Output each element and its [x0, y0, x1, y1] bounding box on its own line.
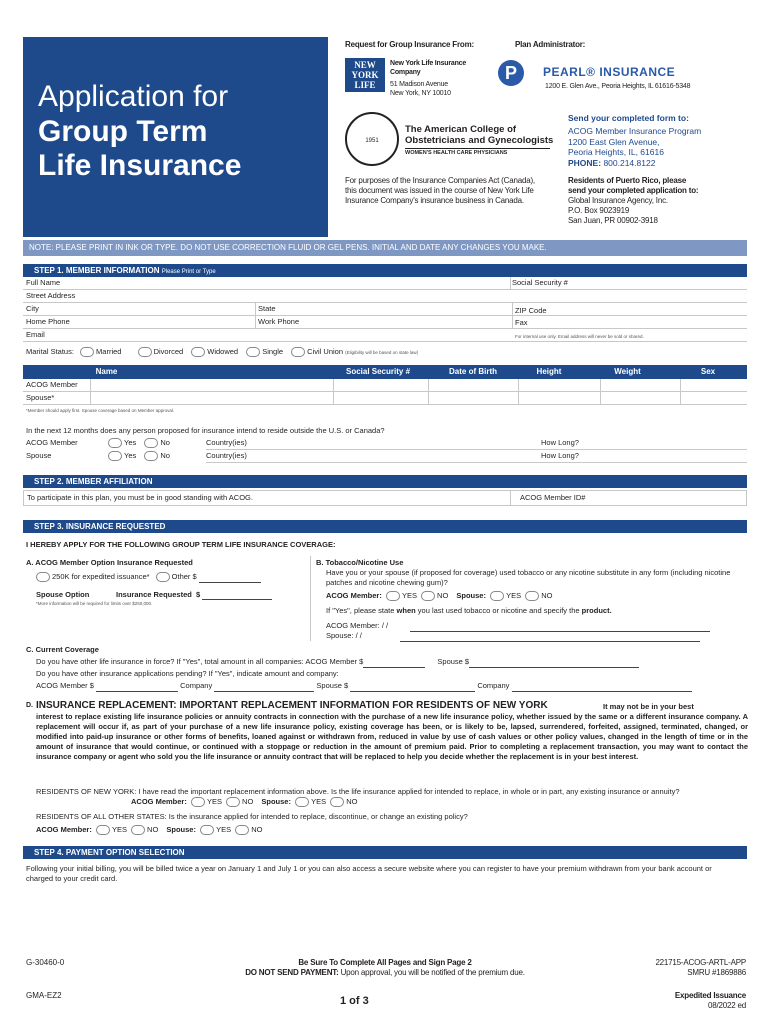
grid-row-spouse[interactable]: Spouse* [23, 392, 747, 405]
marital-single-radio[interactable] [246, 347, 260, 357]
option-d-label: D. [26, 702, 33, 709]
grid-col-sex: Sex [700, 367, 716, 376]
step1-header: STEP 1. MEMBER INFORMATION Please Print or Type [23, 264, 747, 277]
city-field[interactable]: City [23, 303, 747, 316]
acog-member-id-field[interactable]: ACOG Member ID# [520, 493, 586, 502]
outside-us-question: In the next 12 months does any person proposed for insurance intend to reside outside the U.S. or Canada? [26, 426, 385, 435]
pending-applications: ACOG Member $ Company Spouse $ Company [36, 681, 692, 692]
pearl-logo-icon: P [498, 60, 524, 86]
puerto-rico-notice: Residents of Puerto Rico, please send your completed application to: Global Insurance Agency, Inc. P.O. Box 9023919 San Juan, PR 00902-3918 [568, 176, 699, 225]
pearl-address: 1200 E. Glen Ave., Peoria Heights, IL 61616-5348 [545, 83, 691, 90]
grid-col-height: Height [536, 367, 562, 376]
hero-title-line-3: Life Insurance [38, 149, 242, 182]
replacement-body: interest to replace existing life insurance policies or annuity contracts in connection with the purchase of a new life insurance policy, whether issued by the same or a different insurance company. A replacement will occur if, as part of your purchase of a new life insurance policy, existing coverage has been, or is likely to be, lapsed, surrendered, forfeited, assigned, terminated, changed, or modified into paid-up insurance or other forms of benefits, loaned against or withdrawn from, reduced in value by use of cash values or other policy values, changed in the length of time or in the amount of insurance that would continue, or continued with a stoppage or reduction in the amount of premium paid. Prior to completing a replacement transaction, you may want to contact the insurance company or agent who sold you the life insurance or annuity contract that will be replaced to help you decide whether the replacement is in your best interest. [36, 712, 748, 761]
step3-header: STEP 3. INSURANCE REQUESTED [23, 520, 747, 533]
tobacco-member-date: ACOG Member: / / [326, 621, 746, 632]
coverage-spouse-amount-field[interactable] [469, 657, 639, 668]
email-note: For internal use only. Email address will never be sold or shared. [515, 334, 644, 339]
acog-tagline: WOMEN'S HEALTH CARE PHYSICIANS [405, 150, 508, 156]
outside-member-yes-radio[interactable] [108, 438, 122, 448]
option-c-title: C. Current Coverage [26, 645, 99, 654]
state-field[interactable]: State [258, 304, 276, 313]
nyl-address-1: 51 Madison Avenue [390, 81, 448, 88]
option-other-radio[interactable] [156, 572, 170, 582]
outside-member-row: ACOG Member [26, 438, 78, 447]
step4-header: STEP 4. PAYMENT OPTION SELECTION [23, 846, 747, 859]
grid-col-name: Name [95, 367, 118, 376]
ny-spouse-no-radio[interactable] [330, 797, 344, 807]
zip-field[interactable]: ZIP Code [515, 306, 547, 315]
tobacco-question: Have you or your spouse (if proposed for coverage) used tobacco or any nicotine substitute in any form (including nicotine patches and nicotine chewing gum)? [326, 568, 731, 587]
nyl-name: New York Life Insurance Company [390, 60, 467, 76]
fax-field[interactable]: Fax [515, 318, 528, 327]
send-address: ACOG Member Insurance Program 1200 East Glen Avenue, Peoria Heights, IL, 61616 PHONE: 800.214.8122 [568, 126, 702, 168]
send-title: Send your completed form to: [568, 113, 689, 123]
ny-member-no-radio[interactable] [226, 797, 240, 807]
pending-member-company-field[interactable] [214, 681, 314, 692]
grid-col-dob: Date of Birth [449, 367, 497, 376]
tobacco-member-yes-radio[interactable] [386, 591, 400, 601]
tobacco-spouse-product-field[interactable] [400, 631, 700, 642]
plan-admin-label: Plan Administrator: [515, 40, 586, 49]
ny-replacement-question: RESIDENTS OF NEW YORK: I have read the important replacement information above. Is the life insurance applied for intended to replace, in whole or in part, any existing insurance or annuity? [36, 787, 680, 796]
footer-codes: 221715-ACOG-ARTL-APP SMRU #1869886 [655, 958, 746, 977]
tobacco-member-no-radio[interactable] [421, 591, 435, 601]
member-countries-field[interactable]: Country(ies) [206, 437, 541, 450]
tobacco-spouse-no-radio[interactable] [525, 591, 539, 601]
tobacco-spouse-yes-radio[interactable] [490, 591, 504, 601]
pearl-name: PEARL® INSURANCE [543, 65, 676, 79]
other-spouse-yes-radio[interactable] [200, 825, 214, 835]
outside-member-no-radio[interactable] [144, 438, 158, 448]
hero-title-panel [23, 37, 328, 237]
spouse-countries-field[interactable]: Country(ies) [206, 450, 541, 463]
spouse-note: *Member should apply first. Spouse coverage based on Member approval. [26, 408, 175, 413]
work-phone-field[interactable]: Work Phone [258, 317, 300, 326]
affiliation-text: To participate in this plan, you must be in good standing with ACOG. [23, 490, 747, 506]
other-member-no-radio[interactable] [131, 825, 145, 835]
email-field[interactable]: Email [23, 329, 747, 342]
option-a-title: A. ACOG Member Option Insurance Requested [26, 558, 193, 567]
ny-member-yes-radio[interactable] [191, 797, 205, 807]
footer-edition: Expedited Issuance 08/2022 ed [674, 991, 746, 1010]
option-b-title: B. Tobacco/Nicotine Use [316, 558, 404, 567]
applicant-grid-header [23, 365, 747, 379]
member-how-long-field[interactable]: How Long? [541, 437, 747, 450]
more-info-note: *More information will be required for limits over $250,000. [36, 601, 153, 606]
spouse-how-long-field[interactable]: How Long? [541, 450, 747, 463]
marital-civil-union-radio[interactable] [291, 347, 305, 357]
gma-code: GMA-EZ2 [26, 991, 62, 1000]
option-d-title: INSURANCE REPLACEMENT: IMPORTANT REPLACEMENT INFORMATION FOR RESIDENTS OF NEW YORK [36, 700, 548, 711]
other-member-yes-radio[interactable] [96, 825, 110, 835]
step2-header: STEP 2. MEMBER AFFILIATION [23, 475, 747, 488]
grid-col-ssn: Social Security # [345, 367, 411, 376]
ny-spouse-yes-radio[interactable] [295, 797, 309, 807]
tobacco-spouse-date: Spouse: / / [326, 631, 746, 642]
apply-statement: I HEREBY APPLY FOR THE FOLLOWING GROUP TERM LIFE INSURANCE COVERAGE: [26, 540, 336, 549]
full-name-field[interactable]: Full Name [26, 278, 61, 287]
marital-widowed-radio[interactable] [191, 347, 205, 357]
new-york-life-logo: NEW YORK LIFE [345, 58, 385, 92]
outside-spouse-row: Spouse [26, 451, 52, 460]
spouse-amount-field[interactable] [202, 590, 272, 600]
hero-title-line-2: Group Term [38, 115, 208, 148]
footer-center: Be Sure To Complete All Pages and Sign Page 2 DO NOT SEND PAYMENT: Upon approval, you will be notified of the premium due. [245, 958, 525, 977]
nyl-address-2: New York, NY 10010 [390, 90, 451, 97]
option-250k-radio[interactable] [36, 572, 50, 582]
acog-name-2: Obstetricians and Gynecologists [405, 135, 554, 146]
outside-spouse-yes-radio[interactable] [108, 451, 122, 461]
hero-title-line-1: Application for [38, 80, 229, 113]
marital-status-group: Marital Status: Married Divorced Widowed Single Civil Union (Eligibility will be based on state law) [26, 347, 419, 356]
current-coverage-q1: Do you have other life insurance in force? If "Yes", total amount in all companies: ACOG Member $ Spouse $ [36, 657, 639, 668]
other-spouse-no-radio[interactable] [235, 825, 249, 835]
pending-spouse-company-field[interactable] [512, 681, 692, 692]
full-name-row [23, 277, 747, 290]
request-from-label: Request for Group Insurance From: [345, 40, 474, 49]
coverage-member-amount-field[interactable] [363, 657, 425, 668]
marital-divorced-radio[interactable] [138, 347, 152, 357]
acog-seal-icon: 1951 [345, 112, 399, 166]
grid-col-weight: Weight [614, 367, 641, 376]
marital-married-radio[interactable] [80, 347, 94, 357]
grid-row-member[interactable]: ACOG Member [23, 379, 747, 392]
canada-notice: For purposes of the Insurance Companies Act (Canada), this document was issued in the course of New York Life Insurance Company's insurance business in Canada. [345, 176, 535, 205]
other-amount-field[interactable] [199, 572, 261, 583]
form-number: G-30460-0 [26, 958, 65, 967]
acog-name-1: The American College of [405, 124, 517, 135]
ssn-field[interactable]: Social Security # [512, 278, 568, 287]
tobacco-if-yes: If "Yes", please state when you last used tobacco or nicotine and specify the product. [326, 606, 612, 615]
pending-spouse-amount-field[interactable] [350, 681, 475, 692]
option-d-lead: It may not be in your best [603, 702, 694, 711]
current-coverage-q2: Do you have other insurance applications pending? If "Yes", indicate amount and company: [36, 669, 339, 678]
home-phone-field[interactable]: Home Phone [23, 316, 747, 329]
page-number: 1 of 3 [340, 995, 369, 1007]
payment-text: Following your initial billing, you will be billed twice a year on January 1 and July 1 or you can also access a secure website where you can register to have your premium withdrawn from your bank account or charged to your credit card. [26, 864, 712, 883]
note-bar: NOTE: PLEASE PRINT IN INK OR TYPE. DO NOT USE CORRECTION FLUID OR GEL PENS. INITIAL AND DATE ANY CHANGES YOU MAKE. [23, 240, 747, 256]
outside-spouse-no-radio[interactable] [144, 451, 158, 461]
pending-member-amount-field[interactable] [96, 681, 178, 692]
street-address-field[interactable]: Street Address [23, 290, 747, 303]
spouse-option-label: Spouse Option [36, 590, 90, 599]
insurance-requested-label: Insurance Requested $ [116, 590, 272, 600]
other-states-question: RESIDENTS OF ALL OTHER STATES: Is the insurance applied for intended to replace, discontinue, or change an existing policy? [36, 812, 468, 821]
